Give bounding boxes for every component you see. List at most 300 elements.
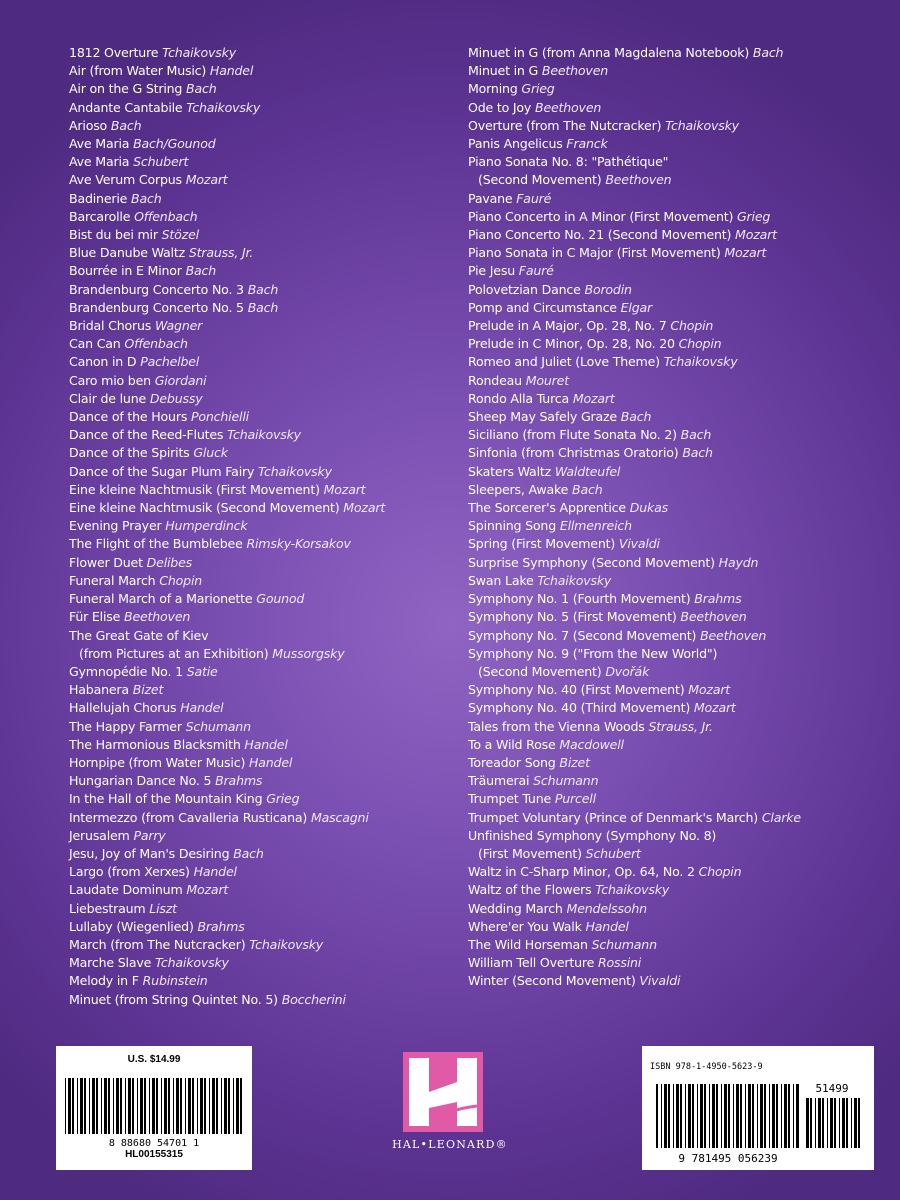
composer-name: Ponchielli	[191, 409, 249, 425]
composer-name: Mozart	[323, 481, 366, 497]
barcode-bar	[173, 1078, 174, 1134]
composer-name: Bizet	[559, 754, 590, 770]
barcode-bar	[149, 1078, 150, 1134]
piece-title: Sleepers, Awake	[468, 481, 569, 497]
contents-entry	[468, 900, 888, 918]
composer-name: Mozart	[343, 500, 386, 516]
barcode-bar	[96, 1078, 98, 1134]
composer-name: Liszt	[149, 900, 177, 916]
piece-title: Dance of the Hours	[69, 409, 188, 425]
barcode-bar	[796, 1084, 799, 1148]
barcode-bar	[764, 1084, 766, 1148]
contents-entry	[69, 153, 461, 171]
composer-name: Bach	[680, 427, 712, 443]
composer-name: Tchaikovsky	[249, 936, 324, 952]
contents-entry	[69, 535, 461, 553]
composer-name: Clarke	[761, 809, 801, 825]
composer-name: Mozart	[724, 245, 767, 261]
contents-entry	[468, 972, 888, 990]
contents-entry	[468, 881, 888, 899]
barcode-bar	[80, 1078, 83, 1134]
contents-entry	[468, 718, 888, 736]
composer-name: Bach	[186, 81, 217, 97]
composer-name: Offenbach	[134, 208, 198, 224]
piece-title: Overture (from The Nutcracker)	[468, 117, 662, 133]
composer-name: Mozart	[735, 227, 777, 243]
composer-name: Grieg	[266, 791, 300, 807]
barcode-bar	[128, 1078, 131, 1134]
contents-left-column	[69, 44, 461, 1009]
piece-title: Sinfonia (from Christmas Oratorio)	[468, 445, 679, 461]
item-code: HL00155315	[125, 1149, 183, 1160]
barcode-bar	[188, 1078, 191, 1134]
contents-entry	[468, 135, 888, 153]
contents-entry	[69, 171, 461, 189]
piece-title: Bourrée in E Minor	[69, 263, 182, 279]
contents-entry	[69, 590, 461, 608]
composer-name: Chopin	[698, 864, 742, 880]
composer-name: Wagner	[154, 318, 203, 334]
contents-entry	[69, 754, 461, 772]
barcode-bar	[793, 1084, 794, 1148]
barcode-bar	[204, 1078, 206, 1134]
contents-entry	[468, 608, 888, 626]
piece-title: Hallelujah Chorus	[69, 700, 177, 716]
composer-name: Bach	[233, 845, 264, 861]
barcode-bar	[224, 1078, 227, 1134]
contents-entry	[69, 699, 461, 717]
piece-title: Spinning Song	[468, 518, 557, 534]
piece-title: Can Can	[69, 336, 121, 352]
contents-entry	[69, 790, 461, 808]
piece-title: Air (from Water Music)	[69, 63, 207, 79]
barcode-bar	[851, 1098, 852, 1148]
composer-name: Bach	[620, 409, 652, 425]
composer-name: Bach	[682, 445, 713, 461]
contents-entry	[468, 190, 888, 208]
contents-entry	[468, 426, 888, 444]
piece-title: Ave Maria	[69, 154, 130, 170]
composer-name: Ellmenreich	[559, 518, 632, 534]
piece-title: Bridal Chorus	[69, 318, 152, 334]
contents-entry	[468, 918, 888, 936]
contents-entry	[468, 44, 888, 62]
barcode-bar	[810, 1098, 812, 1148]
composer-name: Handel	[248, 754, 293, 770]
upc-digits: 8 88680 54701 1	[108, 1138, 200, 1148]
barcode-bar	[858, 1098, 860, 1148]
contents-entry	[468, 517, 888, 535]
contents-entry	[468, 863, 888, 881]
contents-entry	[468, 590, 888, 608]
piece-title: March (from The Nutcracker)	[69, 936, 246, 952]
piece-title: Air on the G String	[69, 81, 183, 97]
piece-title: Habanera	[69, 682, 129, 698]
barcode-bar	[161, 1078, 162, 1134]
composer-name: Chopin	[159, 572, 203, 588]
barcode-bar	[125, 1078, 126, 1134]
contents-entry	[468, 772, 888, 790]
barcode-bar	[736, 1084, 739, 1148]
piece-title: Where'er You Walk	[468, 918, 582, 934]
piece-title: Symphony No. 1 (Fourth Movement)	[468, 591, 691, 607]
ean-digits: 9 781495 056239	[678, 1152, 778, 1165]
contents-right-column	[468, 44, 888, 991]
contents-entry	[69, 226, 461, 244]
composer-name: Bach	[110, 117, 142, 133]
composer-name: Pachelbel	[140, 354, 200, 370]
contents-entry	[69, 918, 461, 936]
contents-entry	[468, 153, 888, 189]
contents-entry	[468, 99, 888, 117]
barcode-bar	[745, 1084, 746, 1148]
contents-entry	[69, 262, 461, 280]
piece-subtitle: (Second Movement)	[478, 663, 602, 679]
barcode-bar	[721, 1084, 722, 1148]
contents-entry	[468, 262, 888, 280]
barcode-bar	[716, 1084, 718, 1148]
composer-name: Boccherini	[281, 991, 346, 1007]
contents-entry	[69, 991, 461, 1009]
composer-name: Handel	[244, 736, 288, 752]
composer-name: Rimsky-Korsakov	[246, 536, 351, 552]
barcode-bar	[752, 1084, 754, 1148]
piece-title: Waltz of the Flowers	[468, 882, 592, 898]
barcode-bar	[704, 1084, 706, 1148]
barcode-bar	[784, 1084, 787, 1148]
composer-name: Schumann	[185, 718, 251, 734]
contents-entry	[468, 335, 888, 353]
contents-entry	[69, 299, 461, 317]
contents-entry	[69, 772, 461, 790]
barcode-bar	[772, 1084, 775, 1148]
piece-title: Jerusalem	[69, 827, 130, 843]
piece-title: Dance of the Reed-Flutes	[69, 427, 224, 443]
contents-entry	[69, 208, 461, 226]
composer-name: Bach	[572, 481, 603, 497]
contents-entry	[69, 444, 461, 462]
barcode-bar	[700, 1084, 703, 1148]
barcode-bar	[236, 1078, 239, 1134]
barcode-bar	[815, 1098, 816, 1148]
composer-name: Gounod	[256, 591, 305, 607]
piece-title: Wedding March	[468, 900, 563, 916]
composer-name: Vivaldi	[618, 536, 660, 552]
piece-title: Pomp and Circumstance	[468, 299, 617, 315]
piece-title: Minuet in G	[468, 63, 539, 79]
composer-name: Mozart	[185, 172, 228, 188]
barcode-bar	[164, 1078, 167, 1134]
barcode-bar	[113, 1078, 114, 1134]
piece-title: Polovetzian Dance	[468, 281, 581, 297]
barcode-bar	[688, 1084, 691, 1148]
composer-name: Waldteufel	[554, 463, 621, 479]
contents-entry	[69, 426, 461, 444]
composer-name: Tchaikovsky	[227, 427, 301, 443]
contents-entry	[468, 572, 888, 590]
barcode-bar	[156, 1078, 158, 1134]
contents-entry	[69, 554, 461, 572]
contents-entry	[69, 972, 461, 990]
contents-entry	[69, 954, 461, 972]
piece-title: Pie Jesu	[468, 263, 515, 279]
hal-leonard-mark-icon	[403, 1052, 483, 1132]
contents-entry	[468, 481, 888, 499]
piece-title: Surprise Symphony (Second Movement)	[468, 554, 715, 570]
contents-entry	[468, 936, 888, 954]
piece-title: Morning	[468, 81, 518, 97]
contents-entry	[69, 117, 461, 135]
contents-entry	[468, 463, 888, 481]
barcode-bar	[72, 1078, 74, 1134]
piece-title: Für Elise	[69, 609, 121, 625]
barcode-bar	[788, 1084, 790, 1148]
barcode-bar	[116, 1078, 119, 1134]
contents-entry	[468, 353, 888, 371]
barcode-bar	[830, 1098, 833, 1148]
composer-name: Bach	[247, 281, 279, 297]
piece-title: Blue Danube Waltz	[69, 245, 186, 261]
piece-title: Intermezzo (from Cavalleria Rusticana)	[69, 809, 308, 825]
piece-title: Minuet in G (from Anna Magdalena Notebook)	[468, 45, 750, 60]
barcode-bar	[668, 1084, 670, 1148]
barcode-bar	[827, 1098, 828, 1148]
piece-title: The Wild Horseman	[468, 936, 588, 952]
composer-name: Handel	[180, 700, 224, 716]
contents-entry	[69, 481, 461, 499]
barcode-bar	[664, 1084, 667, 1148]
composer-name: Gluck	[193, 445, 228, 461]
composer-name: Elgar	[620, 299, 653, 315]
barcode-bar	[806, 1098, 809, 1148]
contents-entry	[69, 736, 461, 754]
contents-entry	[69, 845, 461, 863]
contents-entry	[468, 244, 888, 262]
contents-entry	[69, 317, 461, 335]
piece-title: Symphony No. 5 (First Movement)	[468, 609, 677, 625]
contents-entry	[69, 135, 461, 153]
isbn-barcode	[648, 1076, 868, 1166]
composer-name: Mascagni	[310, 809, 369, 825]
piece-title: Minuet (from String Quintet No. 5)	[69, 991, 278, 1007]
piece-title: Romeo and Juliet (Love Theme)	[468, 354, 660, 370]
barcode-bar	[781, 1084, 782, 1148]
composer-name: Parry	[133, 827, 166, 843]
composer-name: Mendelssohn	[566, 900, 647, 916]
contents-entry	[468, 281, 888, 299]
composer-name: Bach	[185, 263, 217, 279]
piece-title: Bist du bei mir	[69, 227, 158, 243]
piece-title: Largo (from Xerxes)	[69, 864, 190, 880]
hal-leonard-logo	[392, 1052, 508, 1157]
contents-entry	[468, 554, 888, 572]
composer-name: Brahms	[197, 918, 245, 934]
composer-name: Tchaikovsky	[154, 955, 229, 971]
barcode-bar	[676, 1084, 679, 1148]
composer-name: Grieg	[521, 81, 555, 97]
piece-title: William Tell Overture	[468, 955, 595, 971]
price-code-digits: 51499	[815, 1082, 849, 1095]
contents-entry	[468, 444, 888, 462]
composer-name: Tchaikovsky	[186, 99, 261, 115]
barcode-bar	[216, 1078, 218, 1134]
composer-name: Fauré	[516, 190, 552, 206]
composer-name: Dvořák	[605, 663, 650, 679]
composer-name: Borodin	[584, 281, 632, 297]
piece-title: Siciliano (from Flute Sonata No. 2)	[468, 427, 677, 443]
contents-entry	[69, 353, 461, 371]
composer-name: Beethoven	[124, 609, 191, 625]
piece-subtitle: (Second Movement)	[478, 172, 602, 188]
contents-entry	[69, 881, 461, 899]
piece-title: Funeral March	[69, 572, 156, 588]
barcode-bar	[818, 1098, 821, 1148]
piece-title: Träumerai	[468, 773, 530, 789]
contents-entry	[69, 44, 461, 62]
contents-entry	[69, 900, 461, 918]
barcode-bar	[748, 1084, 751, 1148]
composer-name: Beethoven	[535, 99, 602, 115]
piece-title: Spring (First Movement)	[468, 536, 616, 552]
contents-entry	[468, 62, 888, 80]
barcode-bar	[776, 1084, 778, 1148]
contents-entry	[69, 572, 461, 590]
piece-title: Canon in D	[69, 354, 137, 370]
upc-barcode	[61, 1078, 247, 1148]
piece-title: Ave Maria	[69, 136, 130, 152]
contents-entry	[468, 699, 888, 717]
piece-title: Laudate Dominum	[69, 882, 183, 898]
piece-title: Skaters Waltz	[468, 463, 552, 479]
piece-title: Dance of the Sugar Plum Fairy	[69, 463, 255, 479]
barcode-bar	[209, 1078, 210, 1134]
composer-name: Giordani	[154, 372, 207, 388]
barcode-bar	[839, 1098, 840, 1148]
composer-name: Rubinstein	[142, 973, 208, 989]
barcode-bar	[101, 1078, 102, 1134]
isbn-label: ISBN 978-1-4950-5623-9	[650, 1062, 763, 1072]
barcode-bar	[757, 1084, 758, 1148]
composer-name: Schubert	[133, 154, 189, 170]
piece-title: Jesu, Joy of Man's Desiring	[69, 845, 230, 861]
barcode-bar	[180, 1078, 182, 1134]
piece-title: Clair de lune	[69, 390, 147, 406]
contents-entry	[69, 663, 461, 681]
barcode-bar	[656, 1084, 658, 1148]
piece-subtitle: (from Pictures at an Exhibition)	[79, 645, 269, 661]
piece-title: Winter (Second Movement)	[468, 973, 636, 989]
composer-name: Mozart	[572, 390, 615, 406]
composer-name: Beethoven	[700, 627, 767, 643]
barcode-bar	[740, 1084, 742, 1148]
composer-name: Haydn	[718, 554, 759, 570]
composer-name: Schubert	[585, 845, 641, 861]
piece-title: Symphony No. 9 ("From the New World")	[468, 645, 718, 661]
piece-title: Eine kleine Nachtmusik (First Movement)	[69, 481, 320, 497]
piece-title: Eine kleine Nachtmusik (Second Movement)	[69, 500, 340, 516]
contents-entry	[69, 99, 461, 117]
composer-name: Mussorgsky	[272, 645, 345, 661]
price-label: U.S. $14.99	[127, 1054, 181, 1065]
composer-name: Vivaldi	[639, 973, 681, 989]
barcode-bar	[842, 1098, 845, 1148]
contents-entry	[69, 863, 461, 881]
composer-name: Handel	[585, 918, 629, 934]
contents-entry	[69, 372, 461, 390]
composer-name: Schumann	[591, 936, 657, 952]
barcode-bar	[733, 1084, 734, 1148]
isbn-barcode-box	[642, 1046, 874, 1170]
barcode-bar	[692, 1084, 694, 1148]
contents-entry	[69, 190, 461, 208]
barcode-bar	[200, 1078, 203, 1134]
piece-title: Rondeau	[468, 372, 522, 388]
piece-title: Evening Prayer	[69, 518, 162, 534]
piece-title: Prelude in A Major, Op. 28, No. 7	[468, 318, 667, 334]
piece-title: Lullaby (Wiegenlied)	[69, 918, 194, 934]
composer-name: Beethoven	[541, 63, 609, 79]
piece-title: Funeral March of a Marionette	[69, 591, 253, 607]
barcode-bar	[144, 1078, 146, 1134]
composer-name: Mouret	[525, 372, 569, 388]
composer-name: Grieg	[737, 208, 771, 224]
barcode-bar	[221, 1078, 222, 1134]
barcode-bar	[152, 1078, 155, 1134]
barcode-bar	[132, 1078, 134, 1134]
contents-entry	[69, 517, 461, 535]
barcode-bar	[176, 1078, 179, 1134]
piece-title: 1812 Overture	[69, 45, 159, 60]
piece-title: Caro mio ben	[69, 372, 151, 388]
contents-entry	[69, 390, 461, 408]
barcode-bar	[228, 1078, 230, 1134]
barcode-bar	[120, 1078, 122, 1134]
composer-name: Handel	[193, 864, 237, 880]
contents-entry	[69, 244, 461, 262]
contents-entry	[468, 408, 888, 426]
barcode-bar	[697, 1084, 698, 1148]
contents-entry	[468, 754, 888, 772]
contents-entry	[69, 408, 461, 426]
piece-title: Rondo Alla Turca	[468, 390, 570, 406]
composer-name: Beethoven	[605, 172, 672, 188]
barcode-bar	[77, 1078, 78, 1134]
piece-title: Pavane	[468, 190, 513, 206]
composer-name: Mozart	[693, 700, 736, 716]
barcode-bar	[846, 1098, 848, 1148]
contents-entry	[468, 827, 888, 863]
contents-entry	[468, 117, 888, 135]
contents-entry	[468, 208, 888, 226]
piece-title: In the Hall of the Mountain King	[69, 791, 263, 807]
contents-entry	[468, 954, 888, 972]
contents-entry	[468, 790, 888, 808]
barcode-bar	[185, 1078, 186, 1134]
composer-name: Bach/Gounod	[133, 136, 216, 152]
barcode-bar	[709, 1084, 710, 1148]
contents-entry	[468, 372, 888, 390]
composer-name: Brahms	[694, 591, 742, 607]
piece-title: Waltz in C-Sharp Minor, Op. 64, No. 2	[468, 864, 695, 880]
composer-name: Tchaikovsky	[537, 572, 612, 588]
piece-title: Badinerie	[69, 190, 128, 206]
piece-subtitle: (First Movement)	[478, 845, 582, 861]
contents-entry	[468, 499, 888, 517]
piece-title: Trumpet Tune	[468, 791, 552, 807]
composer-name: Bizet	[132, 682, 164, 698]
piece-title: Arioso	[69, 117, 108, 133]
composer-name: Tchaikovsky	[663, 354, 738, 370]
